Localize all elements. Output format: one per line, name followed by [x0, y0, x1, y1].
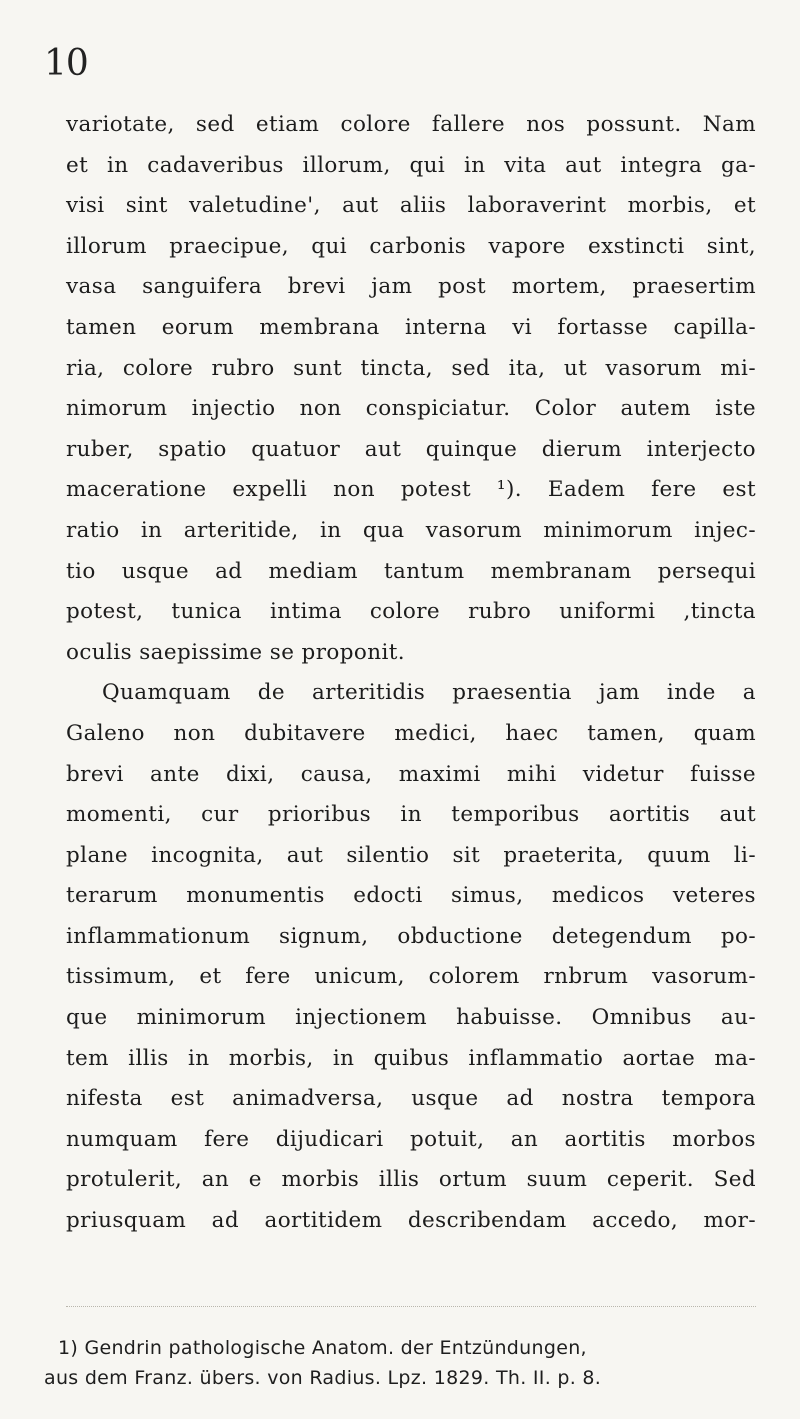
- text-line: protulerit, an e morbis illis ortum suum ceperit. Sed: [66, 1167, 756, 1193]
- footnote: [44, 1333, 756, 1393]
- footnote-line: aus dem Franz. übers. von Radius. Lpz. 1829. Th. II. p. 8.: [44, 1367, 602, 1389]
- footnote-line: 1) Gendrin pathologische Anatom. der Entzündungen,: [58, 1337, 587, 1359]
- text-line: illorum praecipue, qui carbonis vapore exstincti sint,: [66, 233, 756, 259]
- text-line: priusquam ad aortitidem describendam accedo, mor-: [66, 1208, 756, 1234]
- text-line: tio usque ad mediam tantum membranam persequi: [66, 558, 756, 584]
- body-text: [66, 105, 756, 1242]
- text-line: inflammationum signum, obductione detegendum po-: [66, 923, 756, 949]
- text-line: Galeno non dubitavere medici, haec tamen, quam: [66, 720, 756, 746]
- text-line: maceratione expelli non potest ¹). Eadem fere est: [66, 477, 756, 503]
- text-line: nimorum injectio non conspiciatur. Color autem iste: [66, 396, 756, 422]
- text-line: variotate, sed etiam colore fallere nos possunt. Nam: [66, 112, 756, 137]
- text-line: tamen eorum membrana interna vi fortasse capilla-: [66, 314, 756, 340]
- page-number: 10: [44, 43, 88, 84]
- text-line: vasa sanguifera brevi jam post mortem, praesertim: [66, 274, 756, 300]
- footnote-divider: [66, 1306, 756, 1307]
- text-line: tissimum, et fere unicum, colorem rnbrum vasorum-: [66, 964, 756, 990]
- text-line: terarum monumentis edocti simus, medicos veteres: [66, 883, 756, 909]
- text-line: que minimorum injectionem habuisse. Omnibus au-: [66, 1005, 756, 1031]
- text-line: momenti, cur prioribus in temporibus aortitis aut: [66, 802, 756, 828]
- text-line: nifesta est animadversa, usque ad nostra tempora: [66, 1086, 756, 1112]
- text-line: ratio in arteritide, in qua vasorum minimorum injec-: [66, 517, 756, 543]
- text-line: tem illis in morbis, in quibus inflammatio aortae ma-: [66, 1045, 756, 1071]
- text-line: ria, colore rubro sunt tincta, sed ita, ut vasorum mi-: [66, 355, 756, 381]
- text-line: ruber, spatio quatuor aut quinque dierum interjecto: [66, 436, 756, 462]
- text-line: plane incognita, aut silentio sit praeterita, quum li-: [66, 842, 756, 868]
- paragraph-start-line: Quamquam de arteritidis praesentia jam inde a: [102, 680, 756, 706]
- text-line: numquam fere dijudicari potuit, an aortitis morbos: [66, 1126, 756, 1152]
- text-line: potest, tunica intima colore rubro uniformi ,tincta: [66, 599, 756, 625]
- text-line: visi sint valetudine', aut aliis laboraverint morbis, et: [66, 193, 756, 219]
- paragraph-end-line: oculis saepissime se proponit.: [66, 639, 406, 665]
- text-line: et in cadaveribus illorum, qui in vita aut integra ga-: [66, 152, 756, 178]
- text-line: brevi ante dixi, causa, maximi mihi videtur fuisse: [66, 761, 756, 787]
